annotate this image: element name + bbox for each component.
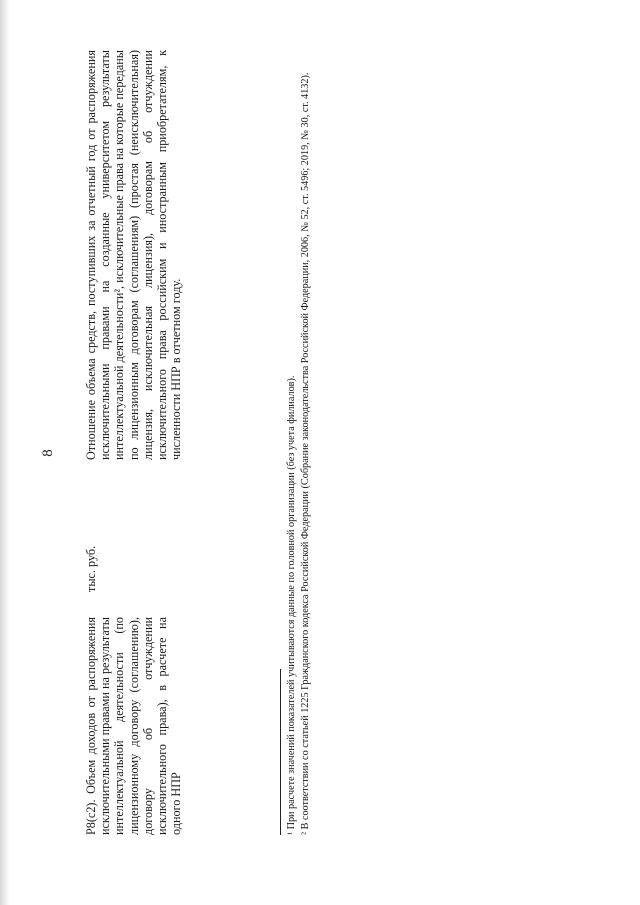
footnote-1: ¹ При расчете значений показателей учитываются данные по головной организации (без учета филиалов). — [286, 375, 297, 835]
indicator-name: P8(c2). Объем доходов от распоряжения исключительными правами на результаты интеллектуальной деятельности (по лицензионному договору (соглашению), договору об отчуждении исключительного права), в расчете на одного НПР — [84, 617, 184, 835]
footnote-divider — [280, 669, 281, 835]
page-number: 8 — [40, 449, 56, 457]
indicator-calculation-method: Отношение объема средств, поступивших за отчетный год от распоряжения исключительными правами на созданные университетом результаты интеллектуальной деятельности², исключительные права на которые переданы по лицензионным договорам (соглашениям) (простая (неисключительная) лицензия, исключительная лицензия), договорам об отчуждении исключительного права российским и иностранным приобретателям, к численности НПР в отчетном году. — [84, 50, 184, 460]
footnote-2: ² В соответствии со статьей 1225 Гражданского кодекса Российской Федерации (Собрание законодательства Российской Федерации, 2006, № 52, ст. 5496; 2019, № 30, ст. 4132). — [300, 72, 312, 835]
footnotes — [286, 55, 315, 835]
indicator-unit: тыс. руб. — [84, 545, 98, 592]
indicator-row — [84, 50, 234, 835]
